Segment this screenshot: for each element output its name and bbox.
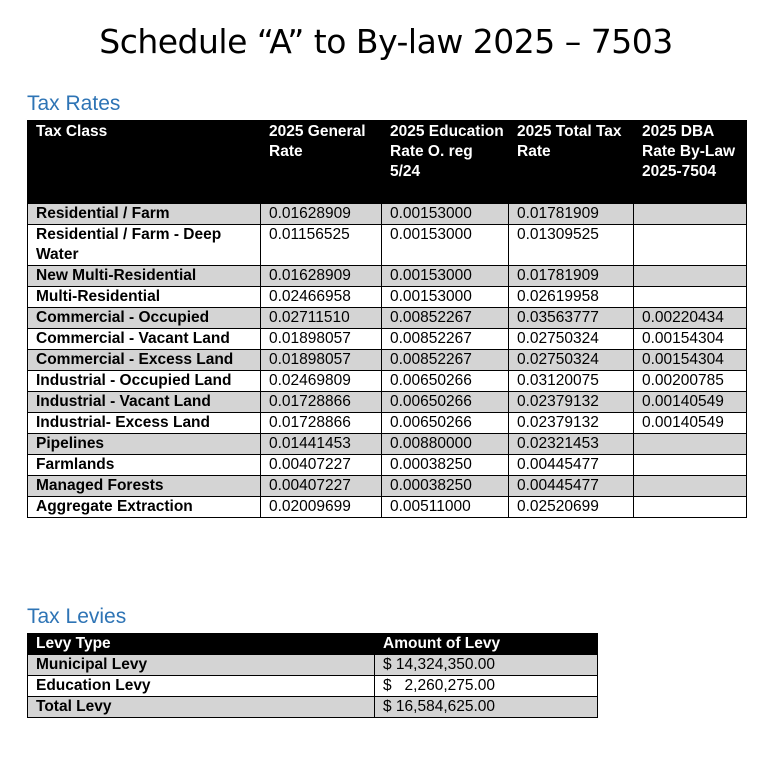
table-row [28, 697, 598, 718]
tax-class-cell: Commercial - Occupied [28, 308, 261, 329]
dba-rate-cell [634, 476, 747, 497]
education-rate-cell: 0.00650266 [382, 392, 509, 413]
total-rate-cell: 0.02750324 [509, 350, 634, 371]
tax-class-cell: Residential / Farm [28, 204, 261, 225]
general-rate-cell: 0.00407227 [261, 476, 382, 497]
total-rate-cell: 0.02321453 [509, 434, 634, 455]
total-rate-cell: 0.02619958 [509, 287, 634, 308]
tax-class-cell: New Multi-Residential [28, 266, 261, 287]
header-total-rate: 2025 Total Tax Rate [509, 121, 634, 204]
tax-class-cell: Commercial - Vacant Land [28, 329, 261, 350]
education-rate-cell: 0.00153000 [382, 266, 509, 287]
header-dba-rate: 2025 DBA Rate By-Law 2025-7504 [634, 121, 747, 204]
general-rate-cell: 0.01441453 [261, 434, 382, 455]
table-row [28, 225, 747, 266]
tax-class-cell: Pipelines [28, 434, 261, 455]
header-amount-of-levy: Amount of Levy [375, 634, 598, 655]
table-row [28, 204, 747, 225]
table-row [28, 266, 747, 287]
dba-rate-cell [634, 434, 747, 455]
table-row [28, 329, 747, 350]
header-tax-class: Tax Class [28, 121, 261, 204]
total-rate-cell: 0.03563777 [509, 308, 634, 329]
general-rate-cell: 0.01156525 [261, 225, 382, 266]
general-rate-cell: 0.01898057 [261, 350, 382, 371]
tax-class-cell: Multi-Residential [28, 287, 261, 308]
total-rate-cell: 0.00445477 [509, 455, 634, 476]
general-rate-cell: 0.02466958 [261, 287, 382, 308]
total-rate-cell: 0.01781909 [509, 204, 634, 225]
header-education-rate: 2025 Education Rate O. reg 5/24 [382, 121, 509, 204]
table-row [28, 655, 598, 676]
tax-class-cell: Managed Forests [28, 476, 261, 497]
table-row [28, 413, 747, 434]
table-row [28, 308, 747, 329]
tax-class-cell: Industrial- Excess Land [28, 413, 261, 434]
general-rate-cell: 0.01898057 [261, 329, 382, 350]
general-rate-cell: 0.01728866 [261, 413, 382, 434]
education-rate-cell: 0.00852267 [382, 329, 509, 350]
levy-amount-cell: $ 14,324,350.00 [375, 655, 598, 676]
table-row [28, 392, 747, 413]
header-levy-type: Levy Type [28, 634, 375, 655]
tax-class-cell: Residential / Farm - Deep Water [28, 225, 261, 266]
levy-type-cell: Municipal Levy [28, 655, 375, 676]
education-rate-cell: 0.00153000 [382, 225, 509, 266]
table-row [28, 287, 747, 308]
education-rate-cell: 0.00153000 [382, 287, 509, 308]
tax-levies-table [27, 633, 598, 718]
general-rate-cell: 0.01628909 [261, 204, 382, 225]
tax-levies-header-row [28, 634, 598, 655]
education-rate-cell: 0.00511000 [382, 497, 509, 518]
levy-amount-cell: $ 16,584,625.00 [375, 697, 598, 718]
total-rate-cell: 0.02520699 [509, 497, 634, 518]
levy-amount-cell: $ 2,260,275.00 [375, 676, 598, 697]
tax-levies-heading: Tax Levies [27, 605, 127, 628]
levy-type-cell: Total Levy [28, 697, 375, 718]
dba-rate-cell: 0.00140549 [634, 392, 747, 413]
total-rate-cell: 0.02379132 [509, 392, 634, 413]
education-rate-cell: 0.00650266 [382, 413, 509, 434]
tax-class-cell: Farmlands [28, 455, 261, 476]
tax-rates-heading: Tax Rates [27, 92, 121, 115]
dba-rate-cell [634, 266, 747, 287]
table-row [28, 676, 598, 697]
table-row [28, 455, 747, 476]
total-rate-cell: 0.00445477 [509, 476, 634, 497]
education-rate-cell: 0.00650266 [382, 371, 509, 392]
general-rate-cell: 0.02711510 [261, 308, 382, 329]
levy-type-cell: Education Levy [28, 676, 375, 697]
table-row [28, 476, 747, 497]
dba-rate-cell: 0.00220434 [634, 308, 747, 329]
dba-rate-cell [634, 455, 747, 476]
total-rate-cell: 0.03120075 [509, 371, 634, 392]
dba-rate-cell: 0.00140549 [634, 413, 747, 434]
dba-rate-cell: 0.00200785 [634, 371, 747, 392]
tax-class-cell: Aggregate Extraction [28, 497, 261, 518]
general-rate-cell: 0.02009699 [261, 497, 382, 518]
page-title: Schedule “A” to By-law 2025 – 7503 [99, 22, 673, 61]
total-rate-cell: 0.01309525 [509, 225, 634, 266]
tax-rates-table [27, 120, 747, 518]
header-general-rate: 2025 General Rate [261, 121, 382, 204]
general-rate-cell: 0.02469809 [261, 371, 382, 392]
table-row [28, 434, 747, 455]
dba-rate-cell: 0.00154304 [634, 350, 747, 371]
education-rate-cell: 0.00852267 [382, 350, 509, 371]
table-row [28, 371, 747, 392]
education-rate-cell: 0.00153000 [382, 204, 509, 225]
general-rate-cell: 0.00407227 [261, 455, 382, 476]
education-rate-cell: 0.00038250 [382, 476, 509, 497]
general-rate-cell: 0.01628909 [261, 266, 382, 287]
tax-class-cell: Industrial - Occupied Land [28, 371, 261, 392]
education-rate-cell: 0.00038250 [382, 455, 509, 476]
total-rate-cell: 0.01781909 [509, 266, 634, 287]
tax-rates-header-row [28, 121, 747, 204]
general-rate-cell: 0.01728866 [261, 392, 382, 413]
table-row [28, 350, 747, 371]
dba-rate-cell [634, 497, 747, 518]
education-rate-cell: 0.00880000 [382, 434, 509, 455]
tax-class-cell: Industrial - Vacant Land [28, 392, 261, 413]
tax-class-cell: Commercial - Excess Land [28, 350, 261, 371]
dba-rate-cell [634, 287, 747, 308]
education-rate-cell: 0.00852267 [382, 308, 509, 329]
dba-rate-cell [634, 225, 747, 266]
table-row [28, 497, 747, 518]
total-rate-cell: 0.02750324 [509, 329, 634, 350]
total-rate-cell: 0.02379132 [509, 413, 634, 434]
dba-rate-cell: 0.00154304 [634, 329, 747, 350]
dba-rate-cell [634, 204, 747, 225]
